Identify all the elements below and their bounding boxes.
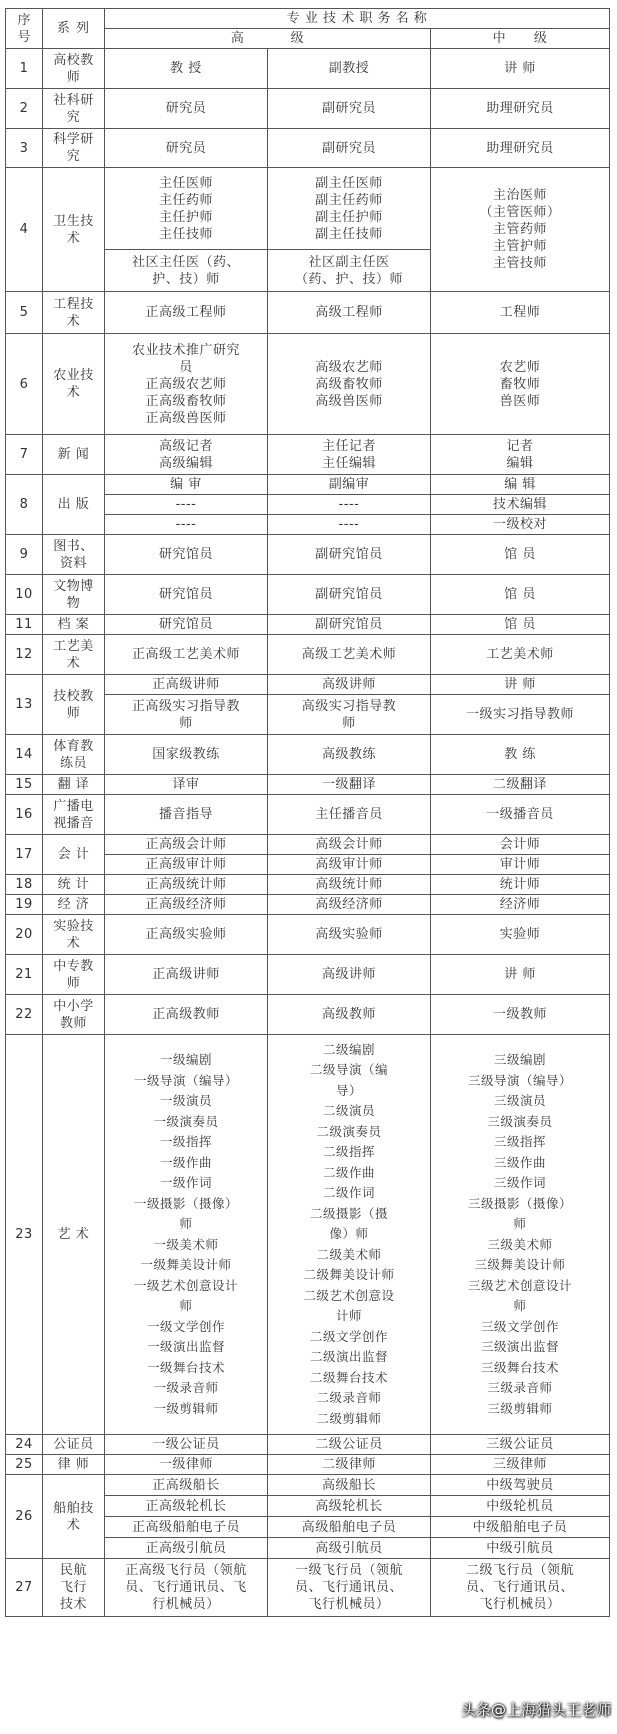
senior-deputy-title: 高级引航员: [268, 1538, 431, 1559]
table-row: [6, 435, 610, 475]
row-number: 27: [6, 1559, 43, 1617]
row-number: 21: [6, 955, 43, 995]
row-number: 10: [6, 575, 43, 615]
middle-title: 编 辑: [431, 475, 610, 495]
middle-title: 主治医师 （主管医师） 主管药师 主管护师 主管技师: [431, 168, 610, 292]
row-series: 新 闻: [43, 435, 105, 475]
senior-full-title: 播音指导: [105, 795, 268, 835]
middle-title: 一级校对: [431, 515, 610, 535]
senior-full-title: 高级记者 高级编辑: [105, 435, 268, 475]
row-series: 会 计: [43, 835, 105, 875]
row-series: 船舶技 术: [43, 1475, 105, 1559]
senior-full-title: 研究员: [105, 129, 268, 168]
middle-title: 馆 员: [431, 535, 610, 575]
senior-full-title: 正高级轮机长: [105, 1496, 268, 1517]
row-series: 科学研 究: [43, 129, 105, 168]
table-row: [6, 475, 610, 495]
senior-full-title: 正高级实习指导教 师: [105, 695, 268, 735]
table-row: [6, 735, 610, 775]
header-senior: 高 级: [105, 29, 431, 49]
senior-full-title: 编 审: [105, 475, 268, 495]
middle-title: 会计师: [431, 835, 610, 855]
source-watermark: [436, 1699, 611, 1720]
senior-full-title: 教 授: [105, 49, 268, 89]
row-number: 5: [6, 292, 43, 334]
senior-deputy-title: ----: [268, 515, 431, 535]
row-series: 社科研 究: [43, 89, 105, 129]
table-row: [6, 955, 610, 995]
senior-full-title: 农业技术推广研究 员 正高级农艺师 正高级畜牧师 正高级兽医师: [105, 334, 268, 435]
middle-title: 技术编辑: [431, 495, 610, 515]
middle-title: 讲 师: [431, 49, 610, 89]
table-row: [6, 1559, 610, 1617]
senior-full-title: 一级律师: [105, 1455, 268, 1475]
senior-deputy-title: 二级律师: [268, 1455, 431, 1475]
title-table-sheet: [5, 8, 609, 1617]
row-series: 工艺美 术: [43, 635, 105, 675]
middle-title: 一级实习指导教师: [431, 695, 610, 735]
senior-deputy-title: 社区副主任医 （药、护、技）师: [268, 250, 431, 292]
table-row: [6, 1475, 610, 1496]
middle-title: 统计师: [431, 875, 610, 895]
senior-full-title: 正高级审计师: [105, 855, 268, 875]
senior-deputy-title: 高级统计师: [268, 875, 431, 895]
row-series: 翻 译: [43, 775, 105, 795]
middle-title: 一级教师: [431, 995, 610, 1035]
senior-deputy-title: 高级工艺美术师: [268, 635, 431, 675]
table-row: [6, 915, 610, 955]
senior-deputy-title: 主任记者 主任编辑: [268, 435, 431, 475]
row-number: 26: [6, 1475, 43, 1559]
senior-full-title: ----: [105, 495, 268, 515]
row-series: 统 计: [43, 875, 105, 895]
table-row: [6, 775, 610, 795]
senior-deputy-title: 副研究馆员: [268, 535, 431, 575]
row-series: 广播电 视播音: [43, 795, 105, 835]
senior-deputy-title: 高级教师: [268, 995, 431, 1035]
senior-deputy-title: 高级经济师: [268, 895, 431, 915]
middle-title: 馆 员: [431, 615, 610, 635]
senior-full-title: ----: [105, 515, 268, 535]
table-row: [6, 49, 610, 89]
table-row: [6, 615, 610, 635]
row-series: 艺 术: [43, 1035, 105, 1435]
row-number: 3: [6, 129, 43, 168]
middle-title: 三级编剧 三级导演（编导） 三级演员 三级演奏员 三级指挥 三级作曲 三级作词 三级摄影（摄像） 师 三级美术师 三级舞美设计师 三级艺术创意设计 师 三级文学创作 三级演出监督 三级舞台技术 三级录音师 三级剪辑师: [431, 1035, 610, 1435]
middle-title: 三级公证员: [431, 1435, 610, 1455]
senior-full-title: 一级公证员: [105, 1435, 268, 1455]
middle-title: 馆 员: [431, 575, 610, 615]
table-row: [6, 1035, 610, 1435]
row-number: 19: [6, 895, 43, 915]
middle-title: 中级驾驶员: [431, 1475, 610, 1496]
row-series: 体育教 练员: [43, 735, 105, 775]
senior-deputy-title: 副编审: [268, 475, 431, 495]
senior-deputy-title: 高级审计师: [268, 855, 431, 875]
professional-title-table: [5, 8, 610, 1617]
row-number: 6: [6, 334, 43, 435]
table-row: [6, 895, 610, 915]
row-series: 律 师: [43, 1455, 105, 1475]
row-number: 11: [6, 615, 43, 635]
senior-full-title: 正高级引航员: [105, 1538, 268, 1559]
table-row: [6, 334, 610, 435]
senior-deputy-title: 高级讲师: [268, 955, 431, 995]
middle-title: 讲 师: [431, 675, 610, 695]
row-number: 12: [6, 635, 43, 675]
senior-full-title: 国家级教练: [105, 735, 268, 775]
row-number: 23: [6, 1035, 43, 1435]
senior-full-title: 正高级经济师: [105, 895, 268, 915]
row-series: 公证员: [43, 1435, 105, 1455]
header-series: 系 列: [43, 9, 105, 49]
row-series: 技校教 师: [43, 675, 105, 735]
header-middle: 中 级: [431, 29, 610, 49]
row-number: 25: [6, 1455, 43, 1475]
senior-deputy-title: 高级讲师: [268, 675, 431, 695]
middle-title: 中级船舶电子员: [431, 1517, 610, 1538]
senior-deputy-title: 高级实习指导教 师: [268, 695, 431, 735]
senior-full-title: 正高级讲师: [105, 955, 268, 995]
senior-full-title: 研究馆员: [105, 615, 268, 635]
row-number: 2: [6, 89, 43, 129]
senior-full-title: 研究馆员: [105, 575, 268, 615]
row-number: 13: [6, 675, 43, 735]
toutiao-logo-icon: [436, 1700, 456, 1720]
senior-full-title: 正高级工艺美术师: [105, 635, 268, 675]
row-number: 18: [6, 875, 43, 895]
row-number: 24: [6, 1435, 43, 1455]
row-number: 1: [6, 49, 43, 89]
row-series: 工程技 术: [43, 292, 105, 334]
row-series: 民航 飞行 技术: [43, 1559, 105, 1617]
row-series: 农业技 术: [43, 334, 105, 435]
header-seq: 序 号: [6, 9, 43, 49]
row-number: 7: [6, 435, 43, 475]
row-number: 22: [6, 995, 43, 1035]
senior-deputy-title: ----: [268, 495, 431, 515]
watermark-text: 头条@上海猎头王老师: [460, 1701, 611, 1719]
senior-full-title: 正高级船长: [105, 1475, 268, 1496]
middle-title: 中级轮机员: [431, 1496, 610, 1517]
senior-full-title: 正高级统计师: [105, 875, 268, 895]
row-series: 实验技 术: [43, 915, 105, 955]
middle-title: 记者 编辑: [431, 435, 610, 475]
middle-title: 教 练: [431, 735, 610, 775]
middle-title: 实验师: [431, 915, 610, 955]
table-row: [6, 835, 610, 855]
middle-title: 经济师: [431, 895, 610, 915]
middle-title: 中级引航员: [431, 1538, 610, 1559]
table-row: [6, 995, 610, 1035]
senior-deputy-title: 高级教练: [268, 735, 431, 775]
senior-deputy-title: 高级农艺师 高级畜牧师 高级兽医师: [268, 334, 431, 435]
senior-full-title: 正高级船舶电子员: [105, 1517, 268, 1538]
row-series: 文物博 物: [43, 575, 105, 615]
senior-full-title: 社区主任医（药、 护、技）师: [105, 250, 268, 292]
senior-full-title: 正高级飞行员（领航 员、飞行通讯员、飞 行机械员）: [105, 1559, 268, 1617]
middle-title: 农艺师 畜牧师 兽医师: [431, 334, 610, 435]
middle-title: 助理研究员: [431, 129, 610, 168]
senior-full-title: 正高级工程师: [105, 292, 268, 334]
middle-title: 三级律师: [431, 1455, 610, 1475]
row-series: 中专教 师: [43, 955, 105, 995]
senior-deputy-title: 副研究员: [268, 89, 431, 129]
table-row: [6, 89, 610, 129]
row-number: 8: [6, 475, 43, 535]
middle-title: 助理研究员: [431, 89, 610, 129]
row-series: 图书、 资料: [43, 535, 105, 575]
row-series: 卫生技 术: [43, 168, 105, 292]
senior-deputy-title: 高级船舶电子员: [268, 1517, 431, 1538]
senior-deputy-title: 高级会计师: [268, 835, 431, 855]
row-number: 20: [6, 915, 43, 955]
senior-full-title: 研究员: [105, 89, 268, 129]
table-row: [6, 168, 610, 250]
senior-deputy-title: 副研究馆员: [268, 615, 431, 635]
row-series: 中小学 教师: [43, 995, 105, 1035]
senior-deputy-title: 副研究馆员: [268, 575, 431, 615]
senior-deputy-title: 二级编剧 二级导演（编 导） 二级演员 二级演奏员 二级指挥 二级作曲 二级作词 二级摄影（摄 像）师 二级美术师 二级舞美设计师 二级艺术创意设 计师 二级文学创作 二级演出监督 二级舞台技术 二级录音师 二级剪辑师: [268, 1035, 431, 1435]
row-series: 经 济: [43, 895, 105, 915]
middle-title: 工艺美术师: [431, 635, 610, 675]
header-title: 专 业 技 术 职 务 名 称: [105, 9, 610, 29]
middle-title: 讲 师: [431, 955, 610, 995]
senior-full-title: 正高级实验师: [105, 915, 268, 955]
table-row: [6, 795, 610, 835]
senior-deputy-title: 高级轮机长: [268, 1496, 431, 1517]
row-number: 15: [6, 775, 43, 795]
senior-deputy-title: 一级飞行员（领航 员、飞行通讯员、 飞行机械员）: [268, 1559, 431, 1617]
table-row: [6, 129, 610, 168]
table-row: [6, 675, 610, 695]
table-row: [6, 1455, 610, 1475]
table-row: [6, 1435, 610, 1455]
senior-full-title: 研究馆员: [105, 535, 268, 575]
row-number: 16: [6, 795, 43, 835]
row-series: 高校教 师: [43, 49, 105, 89]
table-row: [6, 535, 610, 575]
row-series: 出 版: [43, 475, 105, 535]
senior-full-title: 译审: [105, 775, 268, 795]
table-row: [6, 875, 610, 895]
senior-deputy-title: 高级实验师: [268, 915, 431, 955]
senior-full-title: 正高级讲师: [105, 675, 268, 695]
table-row: [6, 292, 610, 334]
middle-title: 审计师: [431, 855, 610, 875]
middle-title: 工程师: [431, 292, 610, 334]
row-number: 9: [6, 535, 43, 575]
row-number: 4: [6, 168, 43, 292]
middle-title: 二级飞行员（领航 员、飞行通讯员、 飞行机械员）: [431, 1559, 610, 1617]
senior-full-title: 正高级教师: [105, 995, 268, 1035]
middle-title: 二级翻译: [431, 775, 610, 795]
senior-deputy-title: 副主任医师 副主任药师 副主任护师 副主任技师: [268, 168, 431, 250]
table-row: [6, 635, 610, 675]
senior-deputy-title: 副研究员: [268, 129, 431, 168]
senior-full-title: 正高级会计师: [105, 835, 268, 855]
senior-full-title: 主任医师 主任药师 主任护师 主任技师: [105, 168, 268, 250]
senior-deputy-title: 副教授: [268, 49, 431, 89]
senior-deputy-title: 二级公证员: [268, 1435, 431, 1455]
senior-deputy-title: 高级船长: [268, 1475, 431, 1496]
row-number: 14: [6, 735, 43, 775]
senior-deputy-title: 一级翻译: [268, 775, 431, 795]
senior-full-title: 一级编剧 一级导演（编导） 一级演员 一级演奏员 一级指挥 一级作曲 一级作词 一级摄影（摄像） 师 一级美术师 一级舞美设计师 一级艺术创意设计 师 一级文学创作 一级演出监督 一级舞台技术 一级录音师 一级剪辑师: [105, 1035, 268, 1435]
row-number: 17: [6, 835, 43, 875]
table-row: [6, 575, 610, 615]
middle-title: 一级播音员: [431, 795, 610, 835]
senior-deputy-title: 主任播音员: [268, 795, 431, 835]
senior-deputy-title: 高级工程师: [268, 292, 431, 334]
row-series: 档 案: [43, 615, 105, 635]
